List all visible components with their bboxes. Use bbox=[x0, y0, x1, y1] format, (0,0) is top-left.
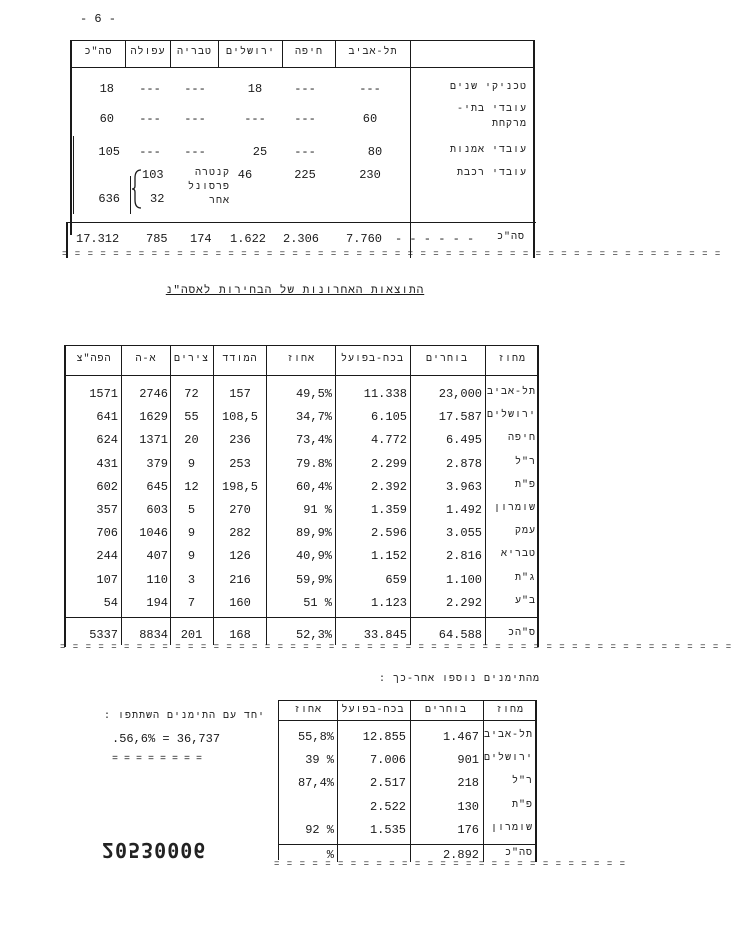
t1-cell: --- bbox=[294, 145, 316, 159]
t2-cell: 236 bbox=[229, 433, 251, 448]
t1-row-label: עובדי אמנות bbox=[449, 145, 527, 156]
t1-header-afula: עפולה bbox=[130, 47, 166, 58]
side-note-line2: .56,6% = 36,737 bbox=[112, 732, 221, 746]
t2-cell: 23,000 bbox=[438, 387, 482, 401]
t2-cell: 9 bbox=[187, 549, 196, 564]
t2-cell: 2.878 bbox=[445, 456, 482, 471]
t3-district: פ"ת bbox=[511, 799, 533, 811]
curly-bracket-icon bbox=[131, 168, 143, 210]
t2-cell: 126 bbox=[229, 549, 251, 564]
t3-cell: 92 % bbox=[305, 822, 334, 837]
t2-cell: 2.299 bbox=[370, 456, 407, 471]
t3-header: בכח-בפועל bbox=[341, 705, 405, 716]
double-rule: = = = = = = = = = = = = = = = = = = = = = = = = = = = = bbox=[274, 859, 627, 869]
t2-district: פ"ת bbox=[514, 479, 536, 491]
side-note-line3: = = = = = = = = bbox=[112, 754, 203, 765]
t2-cell: 2746 bbox=[139, 387, 168, 401]
t2-cell: 3 bbox=[187, 572, 196, 587]
t2-header: בוחרים bbox=[425, 354, 468, 365]
t2-cell: 357 bbox=[96, 503, 118, 517]
t2-cell: 5 bbox=[187, 503, 196, 517]
t2-cell: 253 bbox=[229, 456, 251, 471]
t2-district: שומרון bbox=[493, 503, 536, 514]
bracket-total: 636 bbox=[98, 192, 120, 206]
t2-cell: 645 bbox=[146, 479, 168, 494]
t2-cell: 431 bbox=[96, 456, 118, 471]
t1-cell: 80 bbox=[367, 145, 383, 159]
t2-cell: 282 bbox=[229, 526, 251, 541]
t1-header-telaviv: תל-אביב bbox=[348, 47, 398, 58]
t1-total-cell: 174 bbox=[190, 232, 212, 246]
t2-cell: 51 % bbox=[303, 595, 332, 610]
t2-cell: 1.359 bbox=[370, 503, 407, 517]
t3-cell: 1.535 bbox=[369, 822, 406, 837]
t2-cell: 1571 bbox=[89, 387, 118, 401]
t1-row-label: עובדי רכבת bbox=[456, 168, 527, 179]
t2-cell: 198,5 bbox=[221, 479, 258, 494]
t2-cell: 4.772 bbox=[370, 433, 407, 448]
t2-cell: 107 bbox=[96, 572, 118, 587]
t2-total-cell: 52,3% bbox=[295, 628, 332, 642]
t2-cell: 6.105 bbox=[370, 410, 407, 425]
t3-total-cell: % bbox=[326, 848, 334, 862]
t2-cell: 2.816 bbox=[445, 549, 482, 564]
t2-cell: 54 bbox=[103, 595, 118, 610]
t2-total-cell: 64.588 bbox=[438, 628, 482, 642]
t2-cell: 34,7% bbox=[295, 410, 332, 425]
t2-district: תל-אביב bbox=[486, 387, 536, 398]
t2-cell: 20 bbox=[184, 433, 199, 448]
t2-district: עמק bbox=[514, 526, 536, 538]
t3-district: ירושלים bbox=[483, 753, 533, 765]
t1-cell: --- bbox=[139, 112, 161, 126]
t1-cell: --- bbox=[184, 112, 206, 126]
t3-cell: 2.522 bbox=[369, 799, 406, 814]
page-number: - 6 - bbox=[80, 12, 117, 26]
t3-cell: 176 bbox=[457, 822, 479, 837]
t1-cell: 225 bbox=[294, 168, 316, 182]
t3-cell: 12.855 bbox=[362, 730, 406, 744]
t2-cell: 73,4% bbox=[295, 433, 332, 448]
results-title: התוצאות האחרונות של הבחירות לאסה"נ bbox=[165, 285, 425, 297]
t2-cell: 91 % bbox=[303, 503, 332, 517]
t1-row-label: עובדי בתי- מרקחת bbox=[456, 104, 527, 130]
double-rule: = = = = = = = = = = = = = = = = = = = = = = = = = = = = = = = = = = = = = = = = = = = = = = = = = = = = = bbox=[60, 642, 732, 652]
t2-cell: 1.152 bbox=[370, 549, 407, 564]
t2-cell: 706 bbox=[96, 526, 118, 541]
t2-header: בכח-בפועל bbox=[340, 354, 404, 365]
t2-total-cell: 168 bbox=[229, 628, 251, 642]
t2-cell: 194 bbox=[146, 595, 168, 610]
t2-cell: 12 bbox=[184, 479, 199, 494]
t1-cell: --- bbox=[139, 82, 161, 96]
t2-header: מחוז bbox=[497, 354, 526, 365]
t2-cell: 2.596 bbox=[370, 526, 407, 541]
t2-cell: 1629 bbox=[139, 410, 168, 425]
t1-cell: 60 bbox=[362, 112, 378, 126]
t2-cell: 641 bbox=[96, 410, 118, 425]
t2-cell: 49,5% bbox=[295, 387, 332, 401]
t2-header: א-ה bbox=[135, 354, 157, 365]
t2-district: ג"ת bbox=[514, 572, 536, 584]
bracket-bottom-value: 32 bbox=[150, 192, 165, 206]
t3-header: בוחרים bbox=[424, 705, 467, 716]
t2-cell: 3.055 bbox=[445, 526, 482, 541]
t1-total-dashes: - - - - - - bbox=[395, 232, 475, 246]
t2-cell: 216 bbox=[229, 572, 251, 587]
double-rule: = = = = = = = = = = = = = = = = = = = = = = = = = = = = = = = = = = = = = = = = = = = = = = = = = = = = bbox=[62, 249, 722, 259]
t1-header-total: סה"כ bbox=[84, 47, 113, 58]
t2-header: המודד bbox=[222, 354, 258, 365]
t2-cell: 79.8% bbox=[295, 456, 332, 471]
t1-total-label: סה"כ bbox=[496, 232, 525, 243]
t2-cell: 244 bbox=[96, 549, 118, 564]
t2-total-cell: 5337 bbox=[89, 628, 118, 642]
t3-total-cell: סה"כ bbox=[504, 848, 533, 859]
t2-cell: 407 bbox=[146, 549, 168, 564]
t2-cell: 1371 bbox=[139, 433, 168, 448]
additions-title: מהתימנים נוספו אחר-כך : bbox=[378, 674, 540, 685]
t1-total-cell: 2.306 bbox=[283, 232, 320, 246]
t2-district: ב"ע bbox=[514, 595, 536, 607]
t1-cell: 18 bbox=[247, 82, 263, 96]
t3-header: אחוז bbox=[293, 705, 322, 716]
t2-cell: 624 bbox=[96, 433, 118, 448]
t1-cell: --- bbox=[244, 112, 266, 126]
t2-cell: 55 bbox=[184, 410, 199, 425]
t1-cell: --- bbox=[294, 82, 316, 96]
t3-cell: 218 bbox=[457, 776, 479, 791]
t2-cell: 602 bbox=[96, 479, 118, 494]
t1-total-cell: 1.622 bbox=[230, 232, 267, 246]
t2-cell: 2.292 bbox=[445, 595, 482, 610]
t1-cell: 46 bbox=[237, 168, 253, 182]
t1-cell: --- bbox=[184, 82, 206, 96]
t1-cell: 18 bbox=[99, 82, 114, 96]
t2-total-cell: 33.845 bbox=[363, 628, 407, 642]
t3-cell: 2.517 bbox=[369, 776, 406, 791]
t2-cell: 659 bbox=[385, 572, 407, 587]
t1-row-label: טכניקי שנים bbox=[449, 82, 527, 93]
t2-district: ר"ל bbox=[514, 456, 536, 468]
t2-cell: 9 bbox=[187, 456, 196, 471]
t1-cell: 25 bbox=[252, 145, 268, 159]
t1-cell: 105 bbox=[98, 145, 120, 159]
t2-cell: 157 bbox=[229, 387, 251, 401]
t2-cell: 1046 bbox=[139, 526, 168, 541]
t2-cell: 9 bbox=[187, 526, 196, 541]
t1-total-cell: 17.312 bbox=[76, 232, 120, 246]
t3-district: תל-אביב bbox=[483, 730, 533, 741]
side-note-line1: יחד עם התימנים השתתפו : bbox=[103, 711, 265, 722]
t2-cell: 270 bbox=[229, 503, 251, 517]
t1-header-jerusalem: ירושלים bbox=[225, 47, 275, 58]
t1-cell: --- bbox=[184, 145, 206, 159]
extra-note: קנטרה פרסונל אחר bbox=[187, 168, 230, 207]
t2-cell: 1.100 bbox=[445, 572, 482, 587]
t2-total-cell: ס"הכ bbox=[507, 628, 536, 639]
t2-cell: 59,9% bbox=[295, 572, 332, 587]
t3-header: מחוז bbox=[495, 705, 524, 716]
t1-header-tiberias: טבריה bbox=[176, 47, 212, 58]
t3-cell: 130 bbox=[457, 799, 479, 814]
t2-cell: 17.587 bbox=[438, 410, 482, 425]
t2-cell: 72 bbox=[184, 387, 199, 401]
t3-district: שומרון bbox=[490, 822, 533, 834]
t2-cell: 603 bbox=[146, 503, 168, 517]
t2-cell: 108,5 bbox=[221, 410, 258, 425]
t3-cell: 1.467 bbox=[442, 730, 479, 744]
t2-header: צירים bbox=[173, 354, 209, 365]
t2-district: ירושלים bbox=[486, 410, 536, 422]
t1-cell: --- bbox=[359, 82, 381, 96]
t2-cell: 3.963 bbox=[445, 479, 482, 494]
t1-cell: 230 bbox=[359, 168, 381, 182]
t2-cell: 2.392 bbox=[370, 479, 407, 494]
t1-total-cell: 7.760 bbox=[346, 232, 383, 246]
t3-cell: 39 % bbox=[305, 753, 334, 768]
t2-total-cell: 201 bbox=[180, 628, 203, 642]
t2-cell: 1.123 bbox=[370, 595, 407, 610]
t3-cell: 901 bbox=[457, 753, 479, 768]
t3-cell: 87,4% bbox=[297, 776, 334, 791]
bracket-top-value: 103 bbox=[142, 168, 164, 182]
t2-cell: 379 bbox=[146, 456, 168, 471]
t2-cell: 6.495 bbox=[445, 433, 482, 448]
t2-cell: 110 bbox=[146, 572, 168, 587]
t1-header-haifa: חיפה bbox=[294, 47, 323, 58]
t2-total-cell: 8834 bbox=[139, 628, 168, 642]
t2-header: הפה"צ bbox=[76, 354, 112, 365]
t2-cell: 160 bbox=[229, 595, 251, 610]
t1-cell: --- bbox=[294, 112, 316, 126]
t3-cell: 7.006 bbox=[369, 753, 406, 768]
t2-district: חיפה bbox=[507, 433, 536, 445]
t3-total-cell: 2.892 bbox=[442, 848, 479, 862]
t2-cell: 40,9% bbox=[295, 549, 332, 564]
t2-cell: 7 bbox=[187, 595, 196, 610]
t2-header: אחוז bbox=[286, 354, 315, 365]
t1-cell: --- bbox=[139, 145, 161, 159]
t2-cell: 11.338 bbox=[363, 387, 407, 401]
t3-cell: 55,8% bbox=[297, 730, 334, 744]
archive-stamp: 20530006 bbox=[102, 838, 207, 862]
t2-cell: 1.492 bbox=[445, 503, 482, 517]
t2-cell: 89,9% bbox=[295, 526, 332, 541]
t1-total-cell: 785 bbox=[146, 232, 168, 246]
t1-cell: 60 bbox=[99, 112, 114, 126]
t3-district: ר"ל bbox=[511, 776, 533, 788]
t2-district: טבריא bbox=[500, 549, 536, 561]
t2-cell: 60,4% bbox=[295, 479, 332, 494]
